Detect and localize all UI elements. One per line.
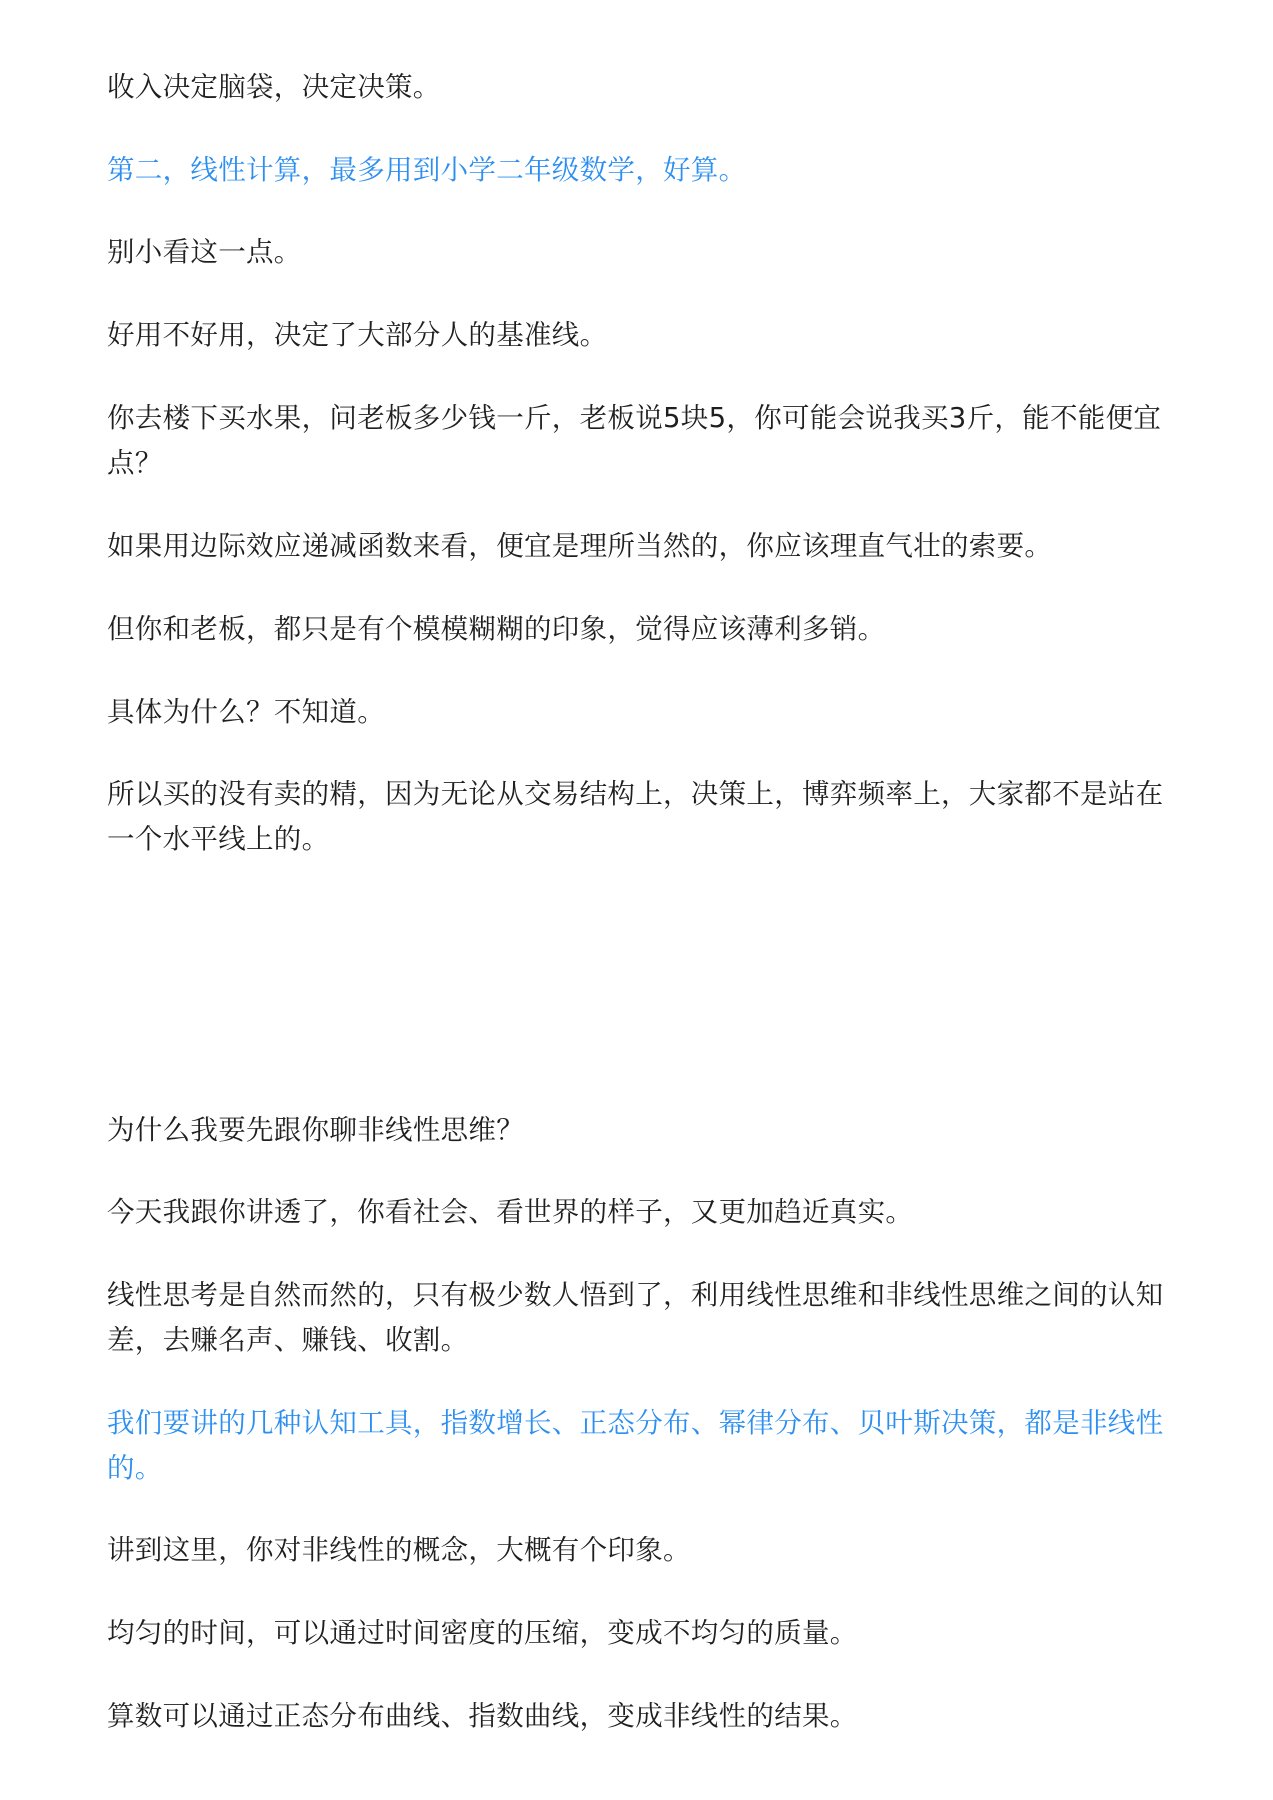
highlighted-paragraph: 我们要讲的几种认知工具，指数增长、正态分布、幂律分布、贝叶斯决策，都是非线性的。 <box>107 1407 1164 1484</box>
paragraph: 今天我跟你讲透了，你看社会、看世界的样子，又更加趋近真实。 <box>107 1196 914 1228</box>
paragraph: 别小看这一点。 <box>107 236 302 268</box>
paragraph: 好用不好用，决定了大部分人的基准线。 <box>107 319 608 351</box>
paragraph: 但你和老板，都只是有个模模糊糊的印象，觉得应该薄利多销。 <box>107 613 886 645</box>
paragraph: 为什么我要先跟你聊非线性思维？ <box>107 1114 524 1146</box>
paragraph: 具体为什么？不知道。 <box>107 696 385 728</box>
paragraph: 算数可以通过正态分布曲线、指数曲线，变成非线性的结果。 <box>107 1700 858 1732</box>
paragraph: 收入决定脑袋，决定决策。 <box>107 71 441 103</box>
paragraph: 线性思考是自然而然的，只有极少数人悟到了，利用线性思维和非线性思维之间的认知差，去赚名声、赚钱、收割。 <box>107 1279 1164 1356</box>
paragraph: 讲到这里，你对非线性的概念，大概有个印象。 <box>107 1534 691 1566</box>
paragraph: 所以买的没有卖的精，因为无论从交易结构上，决策上，博弈频率上，大家都不是站在一个水平线上的。 <box>107 778 1164 855</box>
highlighted-paragraph: 第二，线性计算，最多用到小学二年级数学，好算。 <box>107 154 747 186</box>
paragraph: 你去楼下买水果，问老板多少钱一斤，老板说5块5，你可能会说我买3斤，能不能便宜点？ <box>107 402 1162 479</box>
paragraph: 如果用边际效应递减函数来看，便宜是理所当然的，你应该理直气壮的索要。 <box>107 530 1053 562</box>
paragraph: 均匀的时间，可以通过时间密度的压缩，变成不均匀的质量。 <box>107 1617 858 1649</box>
